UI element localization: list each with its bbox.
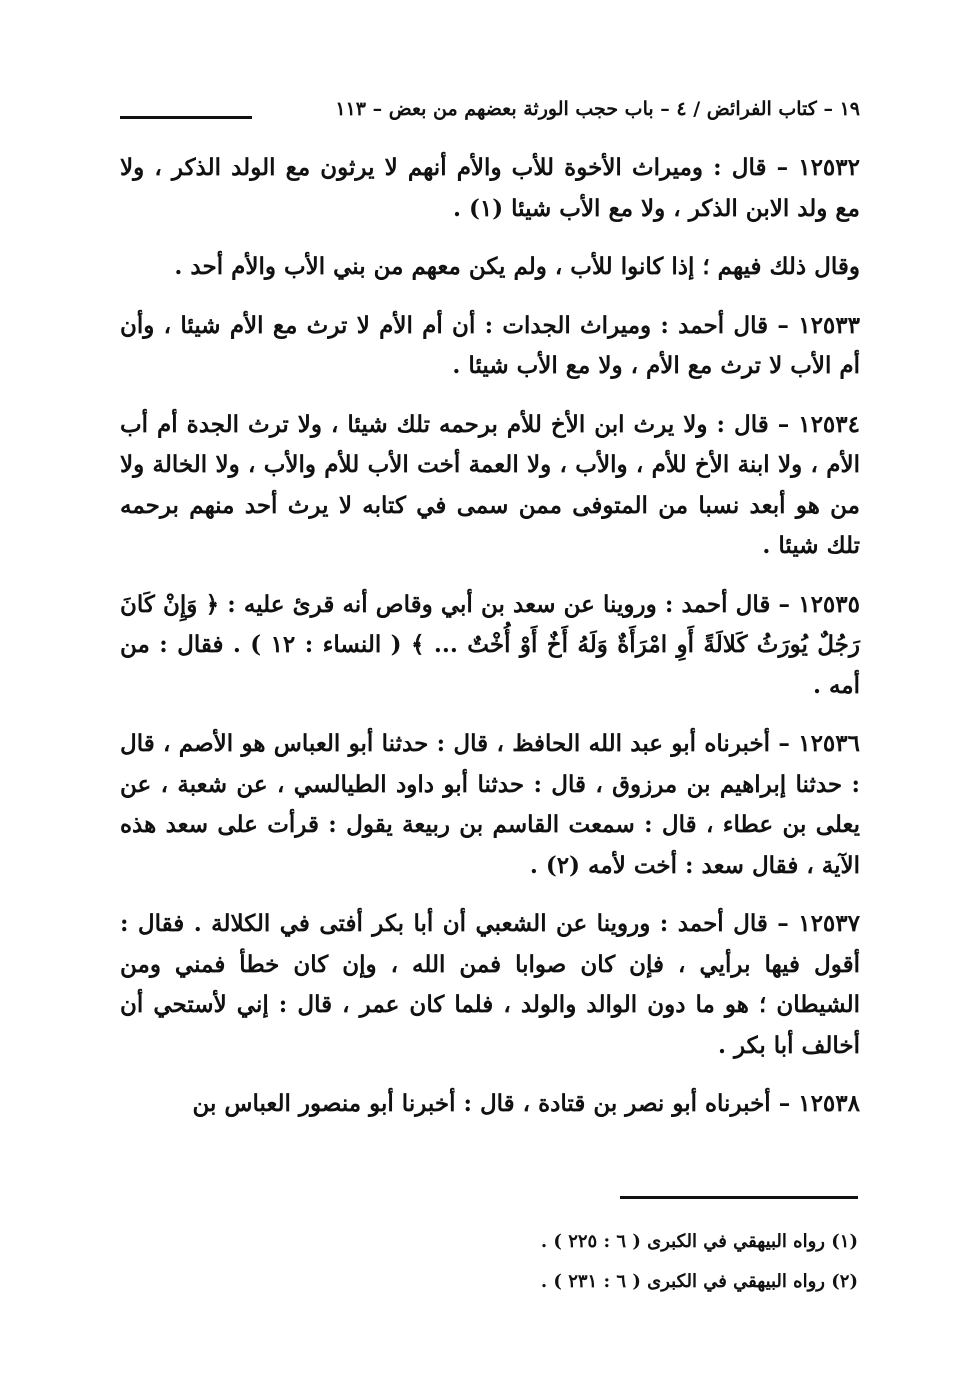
paragraph-12535: ١٢٥٣٥ – قال أحمد : وروينا عن سعد بن أبي وقاص أنه قرئ عليه : ﴿ وَإِنْ كَانَ رَجُلٌ يُورَثُ كَلالَةً أَوِ امْرَأَةٌ وَلَهُ أَخٌ أَوْ أُخْتٌ ... ﴾ ( النساء : ١٢ ) . فقال : من أمه . bbox=[120, 590, 860, 699]
footnote-2: (٢) رواه البيهقي في الكبرى ( ٦ : ٢٣١ ) . bbox=[540, 1271, 858, 1292]
paragraph-12538: ١٢٥٣٨ – أخبرناه أبو نصر بن قتادة ، قال : أخبرنا أبو منصور العباس بن bbox=[192, 1090, 860, 1117]
paragraph-12533: ١٢٥٣٣ – قال أحمد : وميراث الجدات : أن أم الأم لا ترث مع الأم شيئا ، وأن أم الأب لا ترث مع الأم ، ولا مع الأب شيئا . bbox=[120, 311, 860, 379]
paragraph-12536: ١٢٥٣٦ – أخبرناه أبو عبد الله الحافظ ، قال : حدثنا أبو العباس هو الأصم ، قال : حدثنا إبراهيم بن مرزوق ، قال : حدثنا أبو داود الطيالسي ، عن شعبة ، عن يعلى بن عطاء ، قال : سمعت القاسم بن ربيعة يقول : قرأت على سعد هذه الآية ، فقال سعد : أخت لأمه (٢) . bbox=[120, 730, 860, 879]
footnotes bbox=[120, 1222, 858, 1302]
running-header bbox=[120, 96, 860, 126]
main-text bbox=[120, 148, 860, 1143]
running-header-text: ١٩ – كتاب الفرائض / ٤ – باب حجب الورثة بعضهم من بعض – ١١٣ bbox=[335, 98, 860, 120]
footnote-1: (١) رواه البيهقي في الكبرى ( ٦ : ٢٢٥ ) . bbox=[540, 1231, 858, 1252]
paragraph-12532: ١٢٥٣٢ – قال : وميراث الأخوة للأب والأم أنهم لا يرثون مع الولد الذكر ، ولا مع ولد الابن الذكر ، ولا مع الأب شيئا (١) . bbox=[120, 154, 860, 222]
header-rule bbox=[120, 116, 252, 119]
paragraph-12534: ١٢٥٣٤ – قال : ولا يرث ابن الأخ للأم برحمه تلك شيئا ، ولا ترث الجدة أم أب الأم ، ولا ابنة الأخ للأم ، والأب ، ولا العمة أخت الأب للأم والأب ، ولا الخالة ولا من هو أبعد نسبا من المتوفى ممن سمى في كتابه لا يرث أحد منهم برحمه تلك شيئا . bbox=[120, 410, 860, 559]
footnote-rule bbox=[620, 1196, 858, 1199]
paragraph-12532-continuation: وقال ذلك فيهم ؛ إذا كانوا للأب ، ولم يكن معهم من بني الأب والأم أحد . bbox=[174, 253, 860, 280]
paragraph-12537: ١٢٥٣٧ – قال أحمد : وروينا عن الشعبي أن أبا بكر أفتى في الكلالة . فقال : أقول فيها برأيي ، فإن كان صوابا فمن الله ، وإن كان خطأ فمني ومن الشيطان ؛ هو ما دون الوالد والولد ، فلما كان عمر ، قال : إني لأستحي أن أخالف أبا بكر . bbox=[120, 910, 860, 1059]
